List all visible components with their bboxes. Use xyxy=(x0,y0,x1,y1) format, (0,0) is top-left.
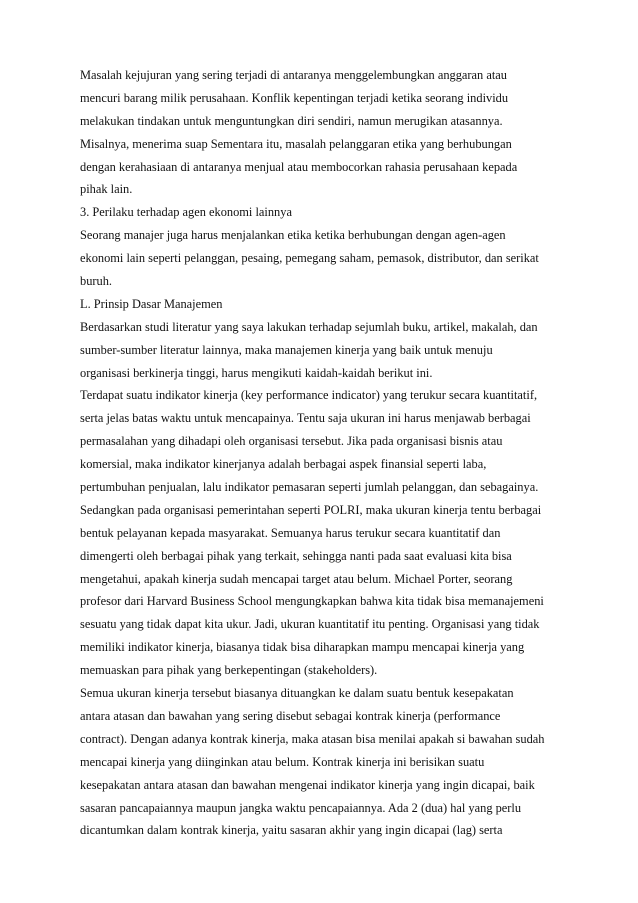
text-line: serta jelas batas waktu untuk mencapainya. Tentu saja ukuran ini harus menjawab berbagai xyxy=(80,411,531,426)
text-line: contract). Dengan adanya kontrak kinerja, maka atasan bisa menilai apakah si bawahan sudah xyxy=(80,731,545,746)
text-line: kesepakatan antara atasan dan bawahan mengenai indikator kinerja yang ingin dicapai, baik xyxy=(80,777,535,792)
text-line: buruh. xyxy=(80,274,113,289)
text-line: komersial, maka indikator kinerjanya adalah berbagai aspek finansial seperti laba, xyxy=(80,457,487,472)
text-line: memiliki indikator kinerja, biasanya tidak bisa diharapkan mampu mencapai kinerja yang xyxy=(80,640,525,655)
text-line: dimengerti oleh berbagai pihak yang terkait, sehingga nanti pada saat evaluasi kita bisa xyxy=(80,548,512,563)
text-line: Berdasarkan studi literatur yang saya lakukan terhadap sejumlah buku, artikel, makalah, dan xyxy=(80,319,538,334)
text-line: bentuk pelayanan kepada masyarakat. Semuanya harus terukur secara kuantitatif dan xyxy=(80,525,501,540)
body-text xyxy=(80,64,570,842)
text-line: antara atasan dan bawahan yang sering disebut sebagai kontrak kinerja (performance xyxy=(80,708,501,723)
text-line: sasaran pancapaiannya maupun jangka waktu pencapaiannya. Ada 2 (dua) hal yang perlu xyxy=(80,800,522,815)
text-line: pertumbuhan penjualan, lalu indikator pemasaran seperti jumlah pelanggan, dan sebagainya. xyxy=(80,480,539,495)
text-line: organisasi berkinerja tinggi, harus mengikuti kaidah-kaidah berikut ini. xyxy=(80,365,433,380)
text-line: Terdapat suatu indikator kinerja (key performance indicator) yang terukur secara kuantitatif, xyxy=(80,388,538,403)
section-heading: L. Prinsip Dasar Manajemen xyxy=(80,296,223,311)
text-line: mencuri barang milik perusahaan. Konflik kepentingan terjadi ketika seorang individu xyxy=(80,90,509,105)
text-line: Semua ukuran kinerja tersebut biasanya dituangkan ke dalam suatu bentuk kesepakatan xyxy=(80,686,514,701)
text-line: dengan kerahasiaan di antaranya menjual atau membocorkan rahasia perusahaan kepada xyxy=(80,159,518,174)
section-heading: 3. Perilaku terhadap agen ekonomi lainnya xyxy=(80,205,292,220)
text-line: sumber-sumber literatur lainnya, maka manajemen kinerja yang baik untuk menuju xyxy=(80,342,493,357)
text-line: ekonomi lain seperti pelanggan, pesaing, pemegang saham, pemasok, distributor, dan serikat xyxy=(80,251,539,266)
text-line: profesor dari Harvard Business School mengungkapkan bahwa kita tidak bisa memanajemeni xyxy=(80,594,544,609)
text-line: Masalah kejujuran yang sering terjadi di antaranya menggelembungkan anggaran atau xyxy=(80,68,507,82)
text-line: mencapai kinerja yang diinginkan atau belum. Kontrak kinerja ini berisikan suatu xyxy=(80,754,485,769)
text-line: dicantumkan dalam kontrak kinerja, yaitu sasaran akhir yang ingin dicapai (lag) serta xyxy=(80,823,503,838)
text-line: sesuatu yang tidak dapat kita ukur. Jadi, ukuran kuantitatif itu penting. Organisasi yang tidak xyxy=(80,617,540,632)
text-line: mengetahui, apakah kinerja sudah mencapai target atau belum. Michael Porter, seorang xyxy=(80,571,513,586)
text-line: permasalahan yang dihadapi oleh organisasi tersebut. Jika pada organisasi bisnis atau xyxy=(80,434,503,449)
text-line: Misalnya, menerima suap Sementara itu, masalah pelanggaran etika yang berhubungan xyxy=(80,136,512,151)
text-line: Sedangkan pada organisasi pemerintahan seperti POLRI, maka ukuran kinerja tentu berbagai xyxy=(80,502,542,517)
text-line: pihak lain. xyxy=(80,182,133,197)
text-line: melakukan tindakan untuk menguntungkan diri sendiri, namun merugikan atasannya. xyxy=(80,113,503,128)
text-line: memuaskan para pihak yang berkepentingan (stakeholders). xyxy=(80,663,378,678)
text-line: Seorang manajer juga harus menjalankan etika ketika berhubungan dengan agen-agen xyxy=(80,228,506,243)
